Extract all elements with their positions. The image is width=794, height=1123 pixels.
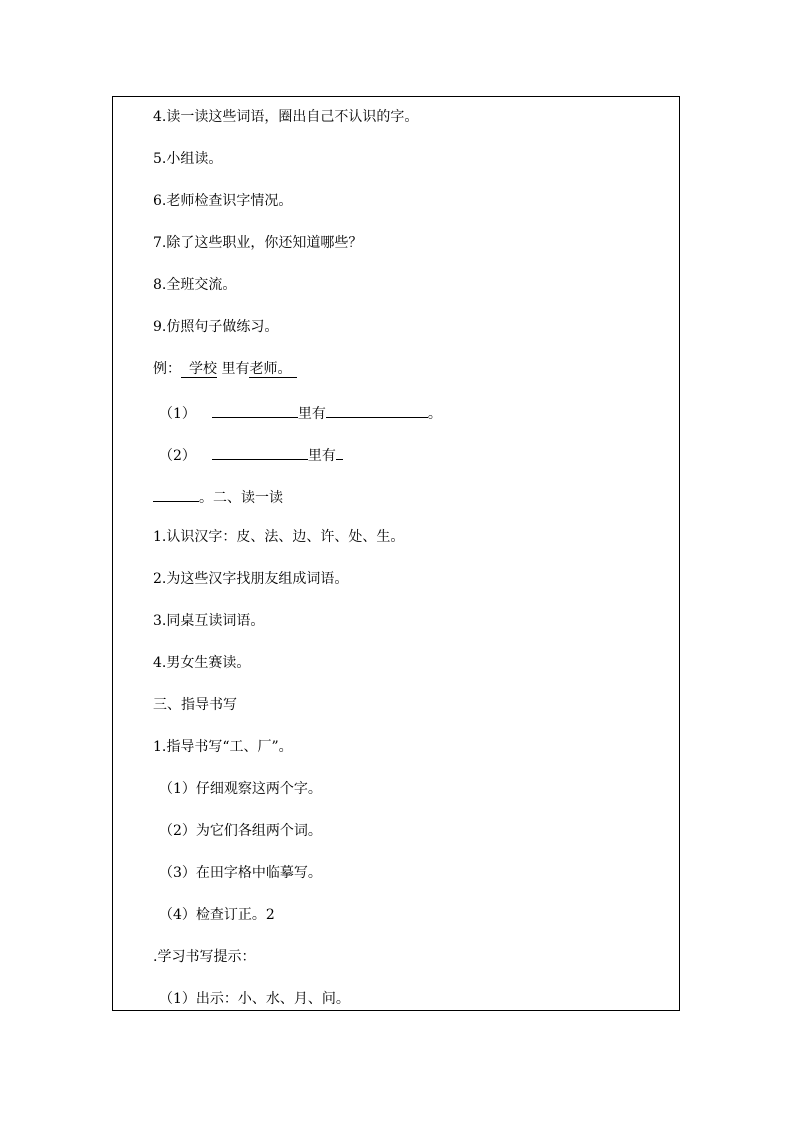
section-2-item-4: 4.男女生赛读。 — [153, 655, 251, 671]
exercise-1-mid: 里有 — [297, 406, 326, 422]
section-3-item-1c: （3）在田字格中临摹写。 — [159, 865, 322, 881]
step-5-text: 5.小组读。 — [153, 151, 223, 167]
lesson-plan-table-cell — [112, 96, 680, 1011]
section-3-item-1d: （4）检查订正。2 — [159, 907, 275, 923]
section-3-item-2a: （1）出示：小、水、月、问。 — [159, 991, 350, 1007]
example-prefix: 例： — [153, 361, 181, 377]
exercise-1-blank-b[interactable] — [326, 402, 428, 418]
exercise-1-blank-a[interactable] — [212, 402, 298, 418]
step-4-text: 4.读一读这些词语，圈出自己不认识的字。 — [153, 109, 419, 125]
section-3-item-1a: （1）仔细观察这两个字。 — [159, 781, 322, 797]
step-6-text: 6.老师检查识字情况。 — [153, 193, 293, 209]
exercise-2-blank-a[interactable] — [212, 444, 308, 460]
example-mid: 里有 — [221, 361, 250, 377]
exercise-1-end: 。 — [427, 406, 442, 422]
section-3-item-1: 1.指导书写“工、厂”。 — [153, 739, 293, 755]
step-8-text: 8.全班交流。 — [153, 277, 237, 293]
exercise-2-mid: 里有 — [307, 448, 336, 464]
section-3-item-1b: （2）为它们各组两个词。 — [159, 823, 322, 839]
step-9-text: 9.仿照句子做练习。 — [153, 319, 279, 335]
section-3-item-2: .学习书写提示： — [153, 949, 256, 965]
section-2-heading: 。二、读一读 — [199, 490, 283, 506]
exercise-2-number: （2） — [159, 448, 196, 464]
exercise-2-blank-b-start[interactable] — [336, 444, 343, 460]
example-word-school: 学校 — [181, 361, 217, 378]
section-2-item-2: 2.为这些汉字找朋友组成词语。 — [153, 571, 349, 587]
exercise-1-number: （1） — [159, 406, 196, 422]
section-2-item-3: 3.同桌互读词语。 — [153, 613, 265, 629]
exercise-1 — [159, 402, 442, 423]
exercise-2-blank-b-end[interactable] — [153, 486, 199, 502]
section-2-item-1: 1.认识汉字：皮、法、边、许、处、生。 — [153, 529, 405, 545]
exercise-2 — [159, 444, 343, 465]
step-7-text: 7.除了这些职业，你还知道哪些？ — [153, 235, 363, 251]
example-word-teacher: 老师。 — [249, 361, 297, 378]
section-3-heading: 三、指导书写 — [153, 697, 237, 713]
section-2-line — [153, 486, 283, 507]
example-sentence — [153, 360, 297, 378]
